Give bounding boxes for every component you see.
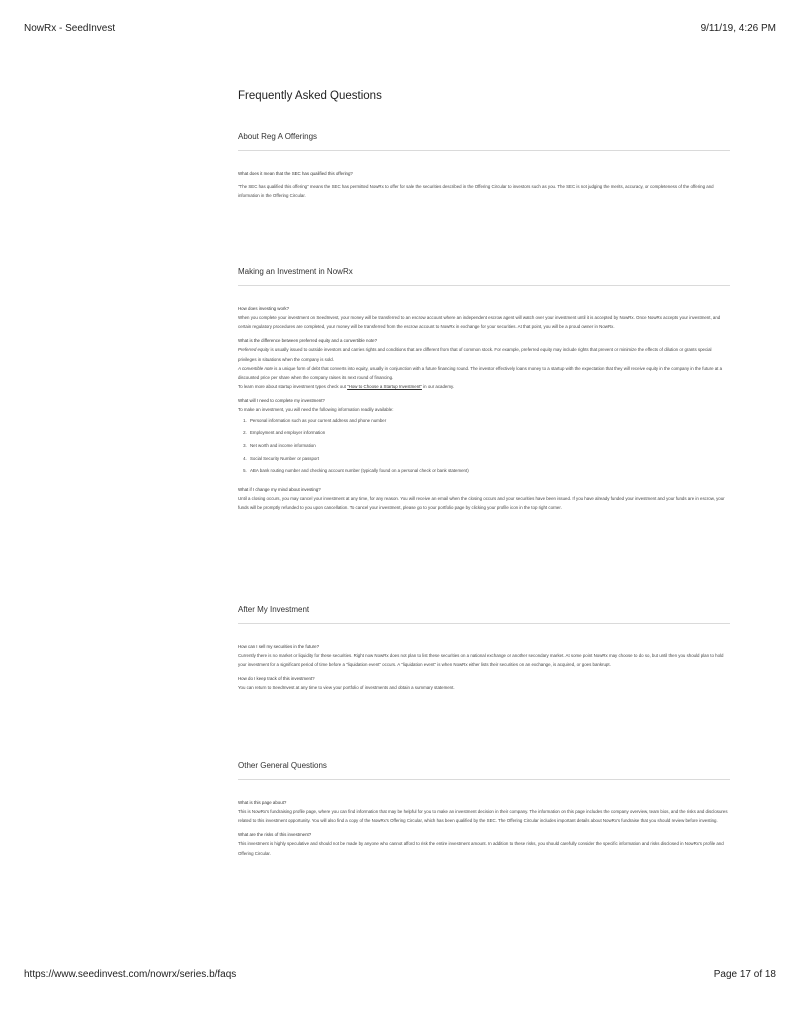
faq-answer: This is NowRx's fundraising profile page, where you can find information that may be helpful for you to make an investment decision in their company. The information on this page includes the company overview, team bios, and the risks and disclosures related to this investment opportunity. You will also find a copy of the NowRx's Offering Circular, which has been qualified by the SEC. The Offering Circular includes important details about NowRx's fundraise that you should review before investing. [238,809,728,824]
list-item: 4. Social Security Number or passport [248,453,730,466]
faq-answer [238,345,730,363]
term-convertible-note: A convertible note [238,365,273,371]
faq-question: What if I change my mind about investing? [238,487,321,493]
faq-question: What does it mean that the SEC has qualified this offering? [238,171,353,176]
answer-text: in our academy. [421,384,455,390]
print-header-datetime: 9/11/19, 4:26 PM [700,23,776,34]
faq-answer [238,364,730,382]
faq-answer: Until a closing occurs, you may cancel your investment at any time, for any reason. You will receive an email when the closing occurs and your securities have been issued. If you have already funded your investment and your funds are in escrow, your funds will be promptly refunded to you upon cancellation. To cancel your investment, please go to your portfolio page by clicking your profile icon in the top right corner. [238,496,725,511]
list-item: 2. Employment and employer information [248,427,730,440]
faq-answer: When you complete your investment on SeedInvest, your money will be transferred to an escrow account where an independent escrow agent will watch over your investment until it is accepted by NowRx. Once NowRx accepts your investment, and certain regulatory procedures are completed, your money will be transferred from the escrow account to NowRx in exchange for your securities. At that point, you will be a proud owner in NowRx. [238,315,721,330]
section-making-investment [238,267,730,513]
print-footer-page: Page 17 of 18 [713,969,776,980]
term-preferred-equity: Preferred equity [238,347,270,353]
section-title: Making an Investment in NowRx [238,267,730,286]
faq-question: What is the difference between preferred equity and a convertible note? [238,338,378,344]
print-header-title: NowRx - SeedInvest [24,23,116,34]
list-item: 1. Personal information such as your current address and phone number [248,415,730,428]
faq-answer: To make an investment, you will need the following information readily available: [238,407,394,413]
faq-answer: "The SEC has qualified this offering" means the SEC has permitted NowRx to offer for sale the securities described in the Offering Circular to investors such as you. The SEC is not judging the merits, accuracy, or completeness of the offering and information in the Offering Circular. [238,184,714,199]
answer-text: is a unique form of debt that converts into equity, usually in conjunction with a future financing round. The investor effectively loans money to a startup with the expectation that they will receive equity in the company in the future at a discounted price per share when the company raises its next round of financing. [238,365,723,381]
list-item: 3. Net worth and income information [248,440,730,453]
faq-question: How can I sell my securities in the future? [238,644,320,649]
requirements-list [238,415,730,479]
print-footer-url: https://www.seedinvest.com/nowrx/series.b/faqs [24,969,237,980]
faq-answer: Currently there is no market or liquidity for these securities. Right now NowRx does not plan to list these securities on a national exchange or another secondary market. At some point NowRx may choose to do so, but until then you should plan to hold your investment for a significant period of time before a "liquidation event" occurs. A "liquidation event" is when NowRx either lists their securities on an exchange, is acquired, or goes bankrupt. [238,653,724,668]
faq-answer: You can return to SeedInvest at any time to view your portfolio of investments and obtain a summary statement. [238,685,455,691]
faq-question: What will I need to complete my investment? [238,398,325,404]
section-title: After My Investment [238,605,730,624]
list-item: 5. ABA bank routing number and checking account number (typically found on a personal check or bank statement) [248,465,730,478]
academy-link[interactable]: "How to Choose a Startup Investment" [347,384,422,390]
section-title: Other General Questions [238,761,730,780]
faq-question: How does investing work? [238,306,290,311]
faq-answer [238,382,730,391]
page-title: Frequently Asked Questions [238,90,382,102]
answer-text: To learn more about startup investment types check out [238,384,348,390]
section-title: About Reg A Offerings [238,132,730,151]
answer-text: is usually issued to outside investors and carries rights and conditions that are different from that of common stock. For example, preferred equity may include rights that prevent or minimize the effects of dilution or grants special privileges in situations when the company is sold. [238,347,712,362]
section-reg-a [238,132,730,200]
faq-question: What is this page about? [238,800,287,805]
faq-answer: This investment is highly speculative and should not be made by anyone who cannot afford to risk the entire investment amount. In addition to these risks, you should carefully consider the specific information and risks disclosed in NowRx's profile and Offering Circular. [238,841,724,856]
section-other-questions [238,761,730,858]
section-after-investment [238,605,730,693]
faq-question: How do I keep track of this investment? [238,676,315,682]
faq-question: What are the risks of this investment? [238,832,312,838]
